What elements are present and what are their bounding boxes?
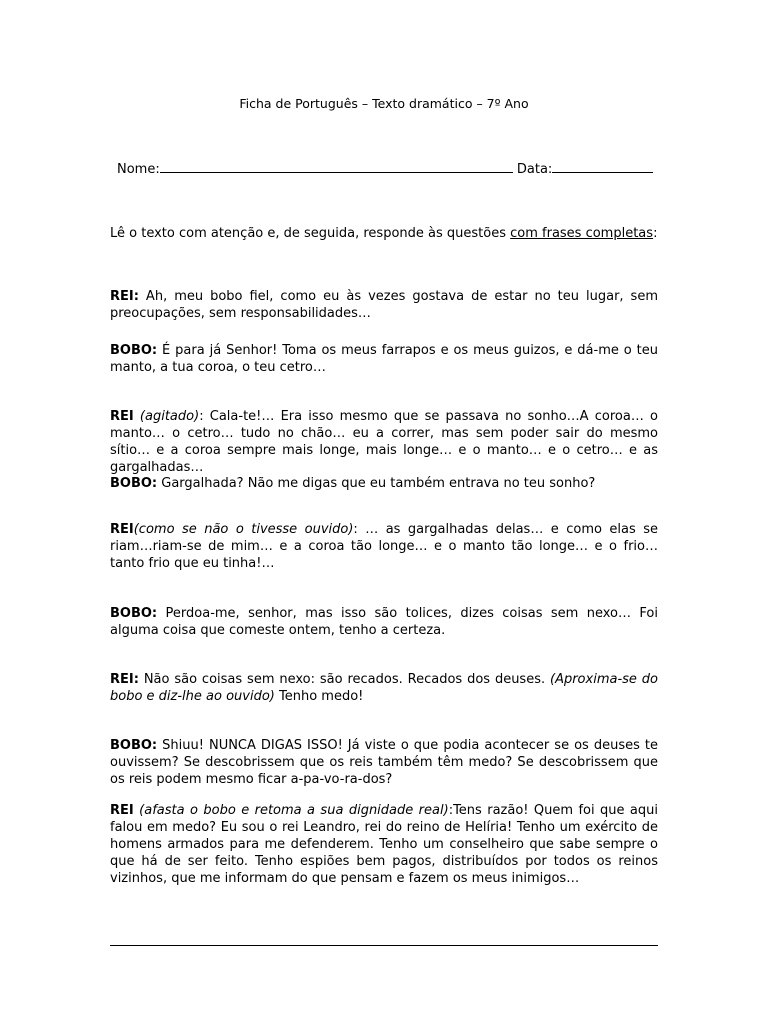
stage-direction: (como se não o tivesse ouvido) xyxy=(133,522,354,537)
speech: Ah, meu bobo fiel, como eu às vezes gostava de estar no teu lugar, sem preocupações, sem responsabilidades… xyxy=(110,289,658,321)
stage-direction: (afasta o bobo e retoma a sua dignidade real) xyxy=(133,803,449,818)
page-title: Ficha de Português – Texto dramático – 7º Ano xyxy=(239,96,529,111)
dialogue-line-8 xyxy=(110,737,658,788)
speaker: REI xyxy=(110,409,134,424)
instructions-text: Lê o texto com atenção e, de seguida, responde às questões xyxy=(110,226,511,241)
dialogue-line-2 xyxy=(110,342,658,376)
stage-direction: (Aproxima-se do bobo e diz-lhe ao ouvido) xyxy=(110,672,659,704)
speech: É para já Senhor! Toma os meus farrapos e os meus guizos, e dá-me o teu manto, a tua coroa, o teu cetro… xyxy=(110,343,658,375)
footer-divider xyxy=(110,945,658,946)
date-label: Data: xyxy=(516,162,553,177)
speech: Shiuu! NUNCA DIGAS ISSO! Já viste o que podia acontecer se os deuses te ouvissem? Se descobrissem que os reis também têm medo? Se descobrissem que os reis podem mesmo ficar a-pa-vo-ra-dos? xyxy=(110,738,658,787)
speaker: BOBO: xyxy=(110,738,158,753)
speaker: REI: xyxy=(110,672,139,687)
speech: Perdoa-me, senhor, mas isso são tolices, dizes coisas sem nexo… Foi alguma coisa que comeste ontem, tenho a certeza. xyxy=(110,606,658,638)
stage-direction: (agitado) xyxy=(133,409,200,424)
speaker: BOBO: xyxy=(110,606,158,621)
dialogue-line-7 xyxy=(110,671,658,705)
speech: : … as gargalhadas delas… e como elas se riam…riam-se de mim… e a coroa tão longe… e o manto tão longe… e o frio… tanto frio que eu tinha!… xyxy=(110,522,658,571)
instructions-underlined: com frases completas xyxy=(510,226,654,241)
dialogue-line-1 xyxy=(110,288,658,322)
speech: Não são coisas sem nexo: são recados. Recados dos deuses. xyxy=(138,672,550,687)
dialogue-line-6 xyxy=(110,605,658,639)
speech: Tenho medo! xyxy=(274,689,364,704)
instructions xyxy=(110,225,658,242)
speaker: REI xyxy=(110,803,134,818)
speech: : Cala-te!… Era isso mesmo que se passava no sonho…A coroa… o manto… o cetro… tudo no chão… eu a correr, mas sem poder sair do mesmo sítio… e a coroa sempre mais longe, mais longe… e o manto… e o cetro… e as gargalhadas… xyxy=(110,409,659,475)
dialogue-line-3 xyxy=(110,408,658,476)
speaker: REI: xyxy=(110,289,139,304)
instructions-colon: : xyxy=(653,226,658,241)
name-label: Nome: xyxy=(117,162,160,177)
speech: Gargalhada? Não me digas que eu também entrava no teu sonho? xyxy=(157,476,596,491)
name-blank xyxy=(160,158,513,173)
date-blank xyxy=(552,158,653,173)
name-date-line xyxy=(117,158,657,178)
speech: :Tens razão! Quem foi que aqui falou em medo? Eu sou o rei Leandro, rei do reino de Helíria! Tenho um exército de homens armados para me defenderem. Tenho um conselheiro que sabe sempre o que há de ser feito. Tenho espiões bem pagos, distribuídos por todos os reinos vizinhos, que me informam do que pensam e fazem os meus inimigos… xyxy=(110,803,658,886)
dialogue-line-9 xyxy=(110,802,658,887)
speaker: BOBO: xyxy=(110,343,158,358)
dialogue-line-4 xyxy=(110,475,658,492)
speaker: BOBO: xyxy=(110,476,158,491)
speaker: REI xyxy=(110,522,134,537)
dialogue-line-5 xyxy=(110,521,658,572)
